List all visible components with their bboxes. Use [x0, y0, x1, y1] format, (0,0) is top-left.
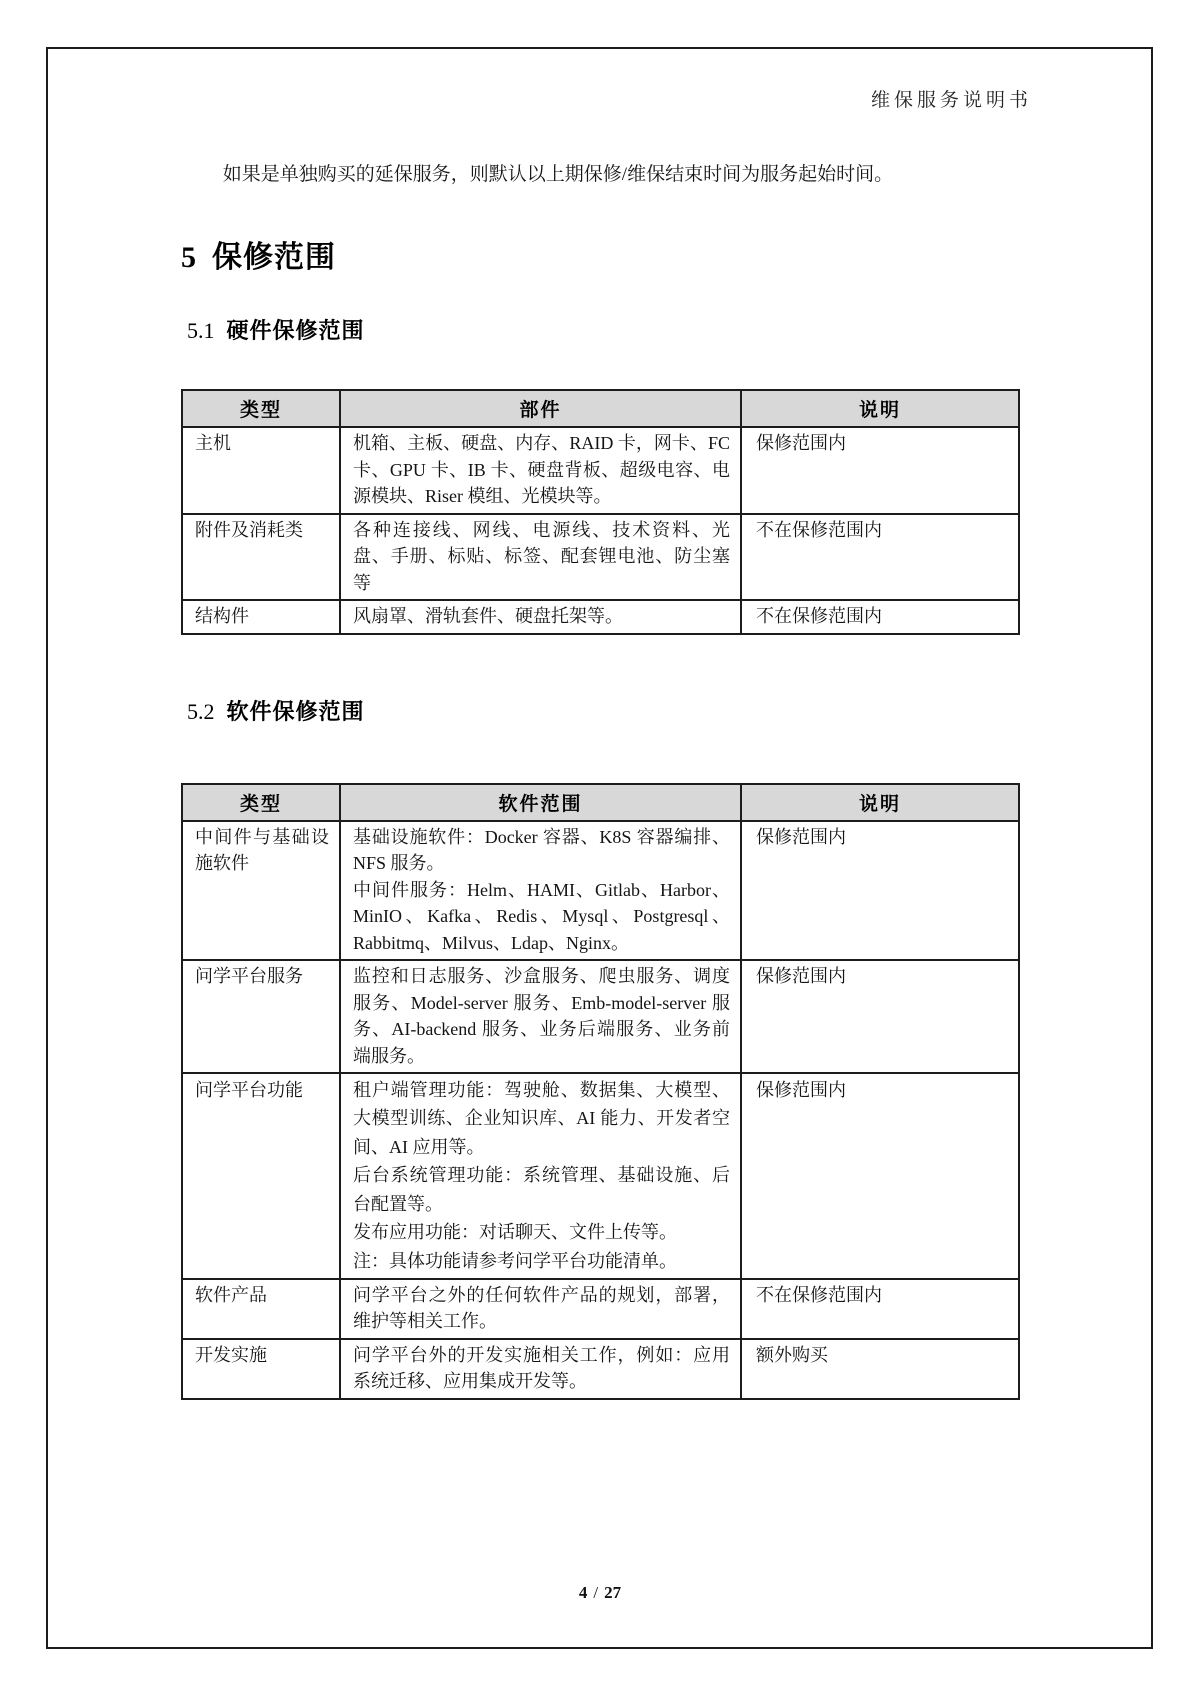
table-header-row	[182, 784, 1019, 821]
header-cell-parts: 部件	[340, 390, 741, 427]
table-row	[182, 514, 1019, 600]
header-cell-scope: 软件范围	[340, 784, 741, 821]
page-number-separator: /	[593, 1583, 599, 1602]
table-row	[182, 821, 1019, 960]
scope-paragraph: 基础设施软件：Docker 容器、K8S 容器编排、NFS 服务。	[353, 826, 730, 874]
scope-paragraph: 注：具体功能请参考问学平台功能清单。	[353, 1250, 677, 1271]
section-title: 软件保修范围	[226, 698, 365, 724]
page-number-total: 27	[604, 1583, 622, 1602]
table-row	[182, 427, 1019, 513]
table-row	[182, 600, 1019, 633]
cell-note: 不在保修范围内	[741, 600, 1019, 633]
section-number: 5.2	[187, 698, 215, 724]
cell-note: 不在保修范围内	[741, 1279, 1019, 1339]
section-number: 5.1	[187, 317, 215, 343]
section-title: 硬件保修范围	[226, 317, 365, 343]
cell-parts: 各种连接线、网线、电源线、技术资料、光盘、手册、标贴、标签、配套锂电池、防尘塞等	[340, 514, 741, 600]
scope-paragraph: 监控和日志服务、沙盒服务、爬虫服务、调度服务、Model-server 服务、Emb-model-server 服务、AI-backend 服务、业务后端服务、业务前端服务。	[353, 966, 730, 1066]
scope-paragraph: 问学平台外的开发实施相关工作，例如：应用系统迁移、应用集成开发等。	[353, 1344, 730, 1392]
document-header-title: 维保服务说明书	[870, 90, 1032, 111]
page-number-current: 4	[578, 1583, 588, 1602]
cell-scope	[340, 960, 741, 1073]
page-footer	[0, 1583, 1200, 1603]
cell-type: 开发实施	[182, 1339, 340, 1399]
cell-note: 不在保修范围内	[741, 514, 1019, 600]
section-number: 5	[181, 241, 196, 275]
hardware-warranty-table	[181, 389, 1020, 634]
table-row	[182, 960, 1019, 1073]
cell-type: 结构件	[182, 600, 340, 633]
scope-paragraph: 发布应用功能：对话聊天、文件上传等。	[353, 1222, 677, 1243]
intro-paragraph: 如果是单独购买的延保服务，则默认以上期保修/维保结束时间为服务起始时间。	[222, 164, 894, 185]
table-row	[182, 1279, 1019, 1339]
cell-scope	[340, 821, 741, 960]
cell-type: 软件产品	[182, 1279, 340, 1339]
table-header-row	[182, 390, 1019, 427]
scope-paragraph: 租户端管理功能：驾驶舱、数据集、大模型、大模型训练、企业知识库、AI 能力、开发者空间、AI 应用等。	[353, 1079, 730, 1157]
cell-note: 保修范围内	[741, 821, 1019, 960]
cell-scope	[340, 1279, 741, 1339]
scope-paragraph: 后台系统管理功能：系统管理、基础设施、后台配置等。	[353, 1165, 730, 1214]
cell-type: 中间件与基础设施软件	[182, 821, 340, 960]
section-5-1-heading	[187, 318, 1018, 344]
table-row	[182, 1073, 1019, 1279]
cell-note: 额外购买	[741, 1339, 1019, 1399]
cell-note: 保修范围内	[741, 427, 1019, 513]
header-cell-type: 类型	[182, 784, 340, 821]
table-row	[182, 1339, 1019, 1399]
cell-type: 附件及消耗类	[182, 514, 340, 600]
section-5-2-heading	[187, 699, 1018, 725]
cell-type: 问学平台服务	[182, 960, 340, 1073]
cell-parts: 风扇罩、滑轨套件、硬盘托架等。	[340, 600, 741, 633]
cell-parts: 机箱、主板、硬盘、内存、RAID 卡，网卡、FC 卡、GPU 卡、IB 卡、硬盘背板、超级电容、电源模块、Riser 模组、光模块等。	[340, 427, 741, 513]
cell-note: 保修范围内	[741, 1073, 1019, 1279]
header-cell-note: 说明	[741, 784, 1019, 821]
cell-type: 主机	[182, 427, 340, 513]
header-cell-note: 说明	[741, 390, 1019, 427]
cell-scope	[340, 1073, 741, 1279]
header-cell-type: 类型	[182, 390, 340, 427]
scope-paragraph: 问学平台之外的任何软件产品的规划，部署，维护等相关工作。	[353, 1285, 730, 1332]
cell-type: 问学平台功能	[182, 1073, 340, 1279]
section-5-heading	[181, 241, 1018, 276]
software-warranty-table	[181, 783, 1020, 1400]
cell-scope	[340, 1339, 741, 1399]
section-title: 保修范围	[212, 241, 336, 275]
cell-note: 保修范围内	[741, 960, 1019, 1073]
scope-paragraph: 中间件服务：Helm、HAMI、Gitlab、Harbor、MinIO、Kafka、Redis、Mysql、Postgresql、Rabbitmq、Milvus、Ldap、Nginx。	[353, 879, 730, 953]
